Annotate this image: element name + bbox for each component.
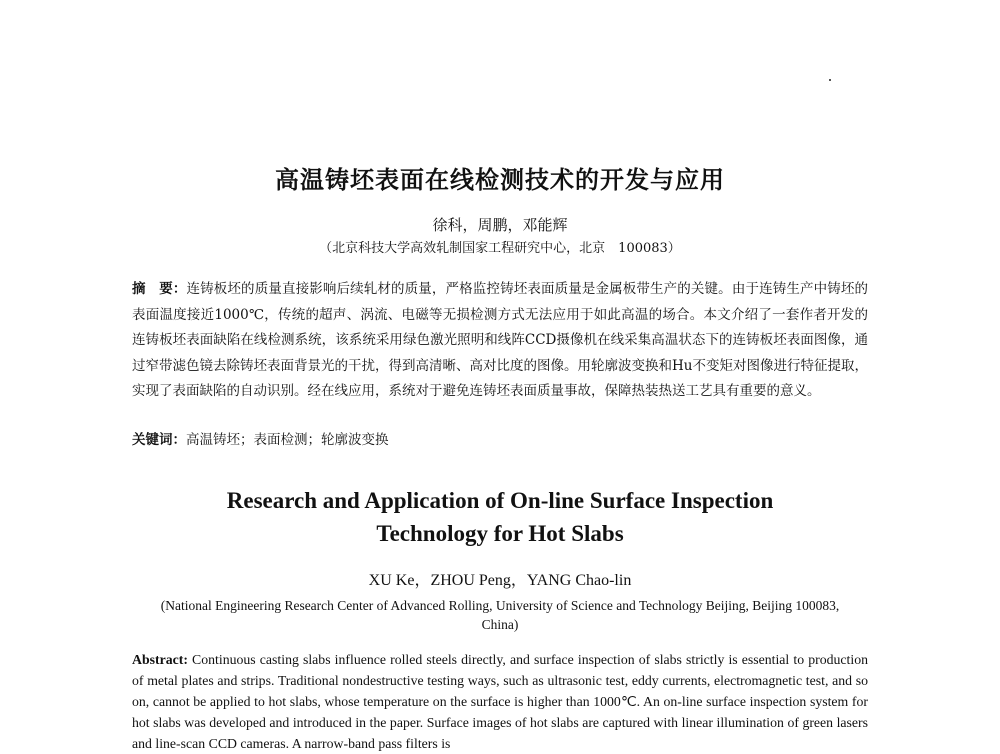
english-affiliation: (National Engineering Research Center of Advanced Rolling, University of Science and Technology Beijing, Beijing 100083, China) bbox=[160, 598, 840, 632]
chinese-keywords-text: 高温铸坯；表面检测；轮廓波变换 bbox=[186, 432, 389, 448]
english-abstract-text: Continuous casting slabs influence rolled steels directly, and surface inspection of slabs strictly is essential to production of metal plates and strips. Traditional nondestructive testing ways, such as ultrasonic test, eddy currents, electromagnetic test, and so on, cannot be applied to hot slabs, whose temperature on the surface is higher than 1000℃. An on-line surface inspection system for hot slabs was developed and introduced in the paper. Surface images of hot slabs are captured with linear illumination of green lasers and line-scan CCD cameras. A narrow-band pass filters is bbox=[132, 652, 868, 751]
english-abstract bbox=[132, 649, 868, 754]
scan-speck bbox=[829, 79, 831, 81]
chinese-authors: 徐科，周鹏，邓能辉 bbox=[432, 216, 568, 234]
chinese-affiliation: （北京科技大学高效轧制国家工程研究中心，北京 100083） bbox=[319, 241, 681, 256]
english-abstract-label: Abstract: bbox=[132, 652, 188, 667]
english-title-line-2: Technology for Hot Slabs bbox=[376, 521, 624, 546]
chinese-keywords bbox=[132, 429, 868, 451]
chinese-abstract-text: 连铸板坯的质量直接影响后续轧材的质量，严格监控铸坯表面质量是金属板带生产的关键。由于连铸生产中铸坯的表面温度接近1000℃，传统的超声、涡流、电磁等无损检测方式无法应用于如此高温的场合。本文介绍了一套作者开发的连铸板坯表面缺陷在线检测系统，该系统采用绿色激光照明和线阵CCD摄像机在线采集高温状态下的连铸板坯表面图像，通过窄带滤色镜去除铸坯表面背景光的干扰，得到高清晰、高对比度的图像。用轮廓波变换和Hu不变矩对图像进行特征提取，实现了表面缺陷的自动识别。经在线应用，系统对于避免连铸坯表面质量事故，保障热装热送工艺具有重要的意义。 bbox=[132, 281, 869, 399]
chinese-title: 高温铸坯表面在线检测技术的开发与应用 bbox=[275, 166, 725, 194]
chinese-abstract bbox=[132, 277, 868, 405]
chinese-keywords-label: 关键词： bbox=[132, 432, 186, 448]
english-authors: XU Ke，ZHOU Peng，YANG Chao-lin bbox=[368, 572, 632, 589]
english-title bbox=[0, 484, 1000, 550]
english-title-line-1: Research and Application of On-line Surface Inspection bbox=[226, 488, 774, 513]
chinese-abstract-label: 摘 要： bbox=[132, 281, 187, 297]
